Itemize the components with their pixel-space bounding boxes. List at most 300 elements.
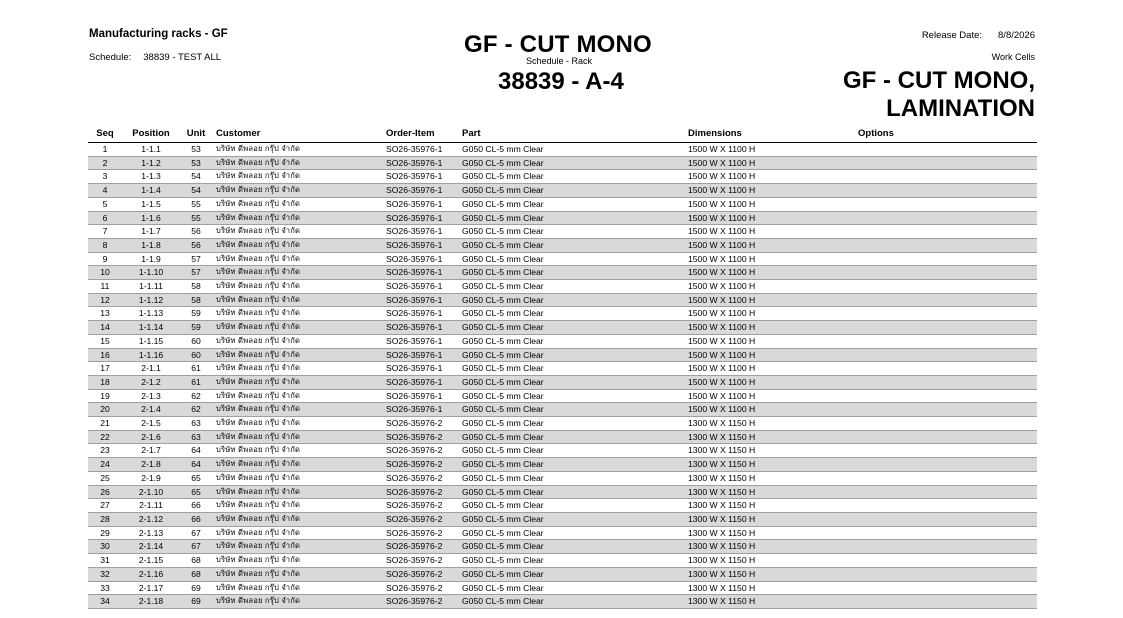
options-cell [858,225,1037,239]
seq-cell: 19 [88,389,122,403]
options-cell [858,307,1037,321]
customer-cell: บริษัท ดีพลอย กรุ๊ป จำกัด [212,266,386,280]
dimensions-cell: 1500 W X 1100 H [688,143,858,157]
table-row [88,156,1037,170]
table-row [88,485,1037,499]
customer-cell: บริษัท ดีพลอย กรุ๊ป จำกัด [212,567,386,581]
seq-cell: 14 [88,321,122,335]
col-header-order-item: Order-Item [386,126,462,143]
col-header-seq: Seq [88,126,122,143]
part-cell: G050 CL-5 mm Clear [462,458,688,472]
unit-cell: 60 [180,348,212,362]
customer-cell: บริษัท ดีพลอย กรุ๊ป จำกัด [212,238,386,252]
part-cell: G050 CL-5 mm Clear [462,526,688,540]
part-cell: G050 CL-5 mm Clear [462,211,688,225]
customer-cell: บริษัท ดีพลอย กรุ๊ป จำกัด [212,362,386,376]
dimensions-cell: 1500 W X 1100 H [688,280,858,294]
dimensions-cell: 1300 W X 1150 H [688,567,858,581]
seq-cell: 4 [88,184,122,198]
table-row [88,567,1037,581]
position-cell: 2-1.5 [122,417,180,431]
part-cell: G050 CL-5 mm Clear [462,471,688,485]
unit-cell: 63 [180,417,212,431]
col-header-dimensions: Dimensions [688,126,858,143]
dimensions-cell: 1300 W X 1150 H [688,554,858,568]
seq-cell: 15 [88,334,122,348]
position-cell: 1-1.8 [122,238,180,252]
customer-cell: บริษัท ดีพลอย กรุ๊ป จำกัด [212,307,386,321]
part-cell: G050 CL-5 mm Clear [462,225,688,239]
options-cell [858,417,1037,431]
order-item-cell: SO26-35976-1 [386,156,462,170]
customer-cell: บริษัท ดีพลอย กรุ๊ป จำกัด [212,197,386,211]
options-cell [858,184,1037,198]
schedule-rack-label: Schedule - Rack [526,56,593,66]
position-cell: 2-1.15 [122,554,180,568]
seq-cell: 2 [88,156,122,170]
order-item-cell: SO26-35976-1 [386,225,462,239]
dimensions-cell: 1300 W X 1150 H [688,512,858,526]
position-cell: 1-1.7 [122,225,180,239]
options-cell [858,375,1037,389]
options-cell [858,197,1037,211]
options-cell [858,252,1037,266]
part-cell: G050 CL-5 mm Clear [462,143,688,157]
part-cell: G050 CL-5 mm Clear [462,156,688,170]
order-item-cell: SO26-35976-2 [386,471,462,485]
options-cell [858,238,1037,252]
table-row [88,197,1037,211]
dimensions-cell: 1300 W X 1150 H [688,581,858,595]
options-cell [858,362,1037,376]
seq-cell: 26 [88,485,122,499]
customer-cell: บริษัท ดีพลอย กรุ๊ป จำกัด [212,389,386,403]
dimensions-cell: 1300 W X 1150 H [688,444,858,458]
unit-cell: 65 [180,485,212,499]
col-header-unit: Unit [180,126,212,143]
dimensions-cell: 1500 W X 1100 H [688,307,858,321]
order-item-cell: SO26-35976-2 [386,540,462,554]
customer-cell: บริษัท ดีพลอย กรุ๊ป จำกัด [212,156,386,170]
dimensions-cell: 1500 W X 1100 H [688,375,858,389]
options-cell [858,170,1037,184]
table-row [88,512,1037,526]
dimensions-cell: 1300 W X 1150 H [688,458,858,472]
order-item-cell: SO26-35976-2 [386,567,462,581]
unit-cell: 53 [180,143,212,157]
table-row [88,595,1037,609]
table-row [88,348,1037,362]
options-cell [858,266,1037,280]
options-cell [858,403,1037,417]
options-cell [858,567,1037,581]
part-cell: G050 CL-5 mm Clear [462,307,688,321]
dimensions-cell: 1500 W X 1100 H [688,266,858,280]
table-row [88,403,1037,417]
unit-cell: 64 [180,458,212,472]
order-item-cell: SO26-35976-1 [386,184,462,198]
dimensions-cell: 1500 W X 1100 H [688,252,858,266]
part-cell: G050 CL-5 mm Clear [462,554,688,568]
order-item-cell: SO26-35976-1 [386,334,462,348]
customer-cell: บริษัท ดีพลอย กรุ๊ป จำกัด [212,417,386,431]
dimensions-cell: 1300 W X 1150 H [688,471,858,485]
table-row [88,389,1037,403]
table-row [88,554,1037,568]
dimensions-cell: 1500 W X 1100 H [688,170,858,184]
dimensions-cell: 1500 W X 1100 H [688,362,858,376]
unit-cell: 69 [180,595,212,609]
part-cell: G050 CL-5 mm Clear [462,499,688,513]
work-cells-value: GF - CUT MONO, LAMINATION [843,67,1035,122]
position-cell: 2-1.3 [122,389,180,403]
position-cell: 2-1.12 [122,512,180,526]
customer-cell: บริษัท ดีพลอย กรุ๊ป จำกัด [212,211,386,225]
rack-number: 38839 - A-4 [498,68,624,95]
order-item-cell: SO26-35976-1 [386,375,462,389]
position-cell: 2-1.16 [122,567,180,581]
seq-cell: 16 [88,348,122,362]
part-cell: G050 CL-5 mm Clear [462,266,688,280]
customer-cell: บริษัท ดีพลอย กรุ๊ป จำกัด [212,403,386,417]
table-row [88,471,1037,485]
position-cell: 1-1.14 [122,321,180,335]
part-cell: G050 CL-5 mm Clear [462,252,688,266]
part-cell: G050 CL-5 mm Clear [462,417,688,431]
position-cell: 1-1.10 [122,266,180,280]
order-item-cell: SO26-35976-2 [386,485,462,499]
release-date-line [922,30,1035,41]
unit-cell: 68 [180,554,212,568]
table-row [88,170,1037,184]
seq-cell: 31 [88,554,122,568]
table-row [88,143,1037,157]
dimensions-cell: 1300 W X 1150 H [688,430,858,444]
customer-cell: บริษัท ดีพลอย กรุ๊ป จำกัด [212,526,386,540]
seq-cell: 5 [88,197,122,211]
order-item-cell: SO26-35976-2 [386,595,462,609]
col-header-customer: Customer [212,126,386,143]
customer-cell: บริษัท ดีพลอย กรุ๊ป จำกัด [212,512,386,526]
dimensions-cell: 1500 W X 1100 H [688,184,858,198]
seq-cell: 34 [88,595,122,609]
dimensions-cell: 1500 W X 1100 H [688,156,858,170]
options-cell [858,430,1037,444]
position-cell: 2-1.7 [122,444,180,458]
table-row [88,280,1037,294]
position-cell: 2-1.14 [122,540,180,554]
customer-cell: บริษัท ดีพลอย กรุ๊ป จำกัด [212,225,386,239]
customer-cell: บริษัท ดีพลอย กรุ๊ป จำกัด [212,170,386,184]
part-cell: G050 CL-5 mm Clear [462,362,688,376]
part-cell: G050 CL-5 mm Clear [462,581,688,595]
table-row [88,581,1037,595]
position-cell: 1-1.12 [122,293,180,307]
seq-cell: 27 [88,499,122,513]
table-row [88,238,1037,252]
customer-cell: บริษัท ดีพลอย กรุ๊ป จำกัด [212,458,386,472]
part-cell: G050 CL-5 mm Clear [462,403,688,417]
seq-cell: 29 [88,526,122,540]
seq-cell: 13 [88,307,122,321]
part-cell: G050 CL-5 mm Clear [462,348,688,362]
dimensions-cell: 1500 W X 1100 H [688,293,858,307]
unit-cell: 67 [180,540,212,554]
order-item-cell: SO26-35976-1 [386,293,462,307]
customer-cell: บริษัท ดีพลอย กรุ๊ป จำกัด [212,252,386,266]
position-cell: 2-1.1 [122,362,180,376]
options-cell [858,595,1037,609]
options-cell [858,334,1037,348]
order-item-cell: SO26-35976-2 [386,554,462,568]
customer-cell: บริษัท ดีพลอย กรุ๊ป จำกัด [212,540,386,554]
seq-cell: 6 [88,211,122,225]
dimensions-cell: 1500 W X 1100 H [688,225,858,239]
options-cell [858,389,1037,403]
options-cell [858,512,1037,526]
schedule-line [89,52,221,63]
unit-cell: 57 [180,252,212,266]
seq-cell: 28 [88,512,122,526]
col-header-options: Options [858,126,1037,143]
order-item-cell: SO26-35976-2 [386,458,462,472]
customer-cell: บริษัท ดีพลอย กรุ๊ป จำกัด [212,334,386,348]
options-cell [858,581,1037,595]
seq-cell: 21 [88,417,122,431]
order-item-cell: SO26-35976-1 [386,211,462,225]
order-item-cell: SO26-35976-1 [386,143,462,157]
work-cells-label: Work Cells [991,52,1035,62]
customer-cell: บริษัท ดีพลอย กรุ๊ป จำกัด [212,430,386,444]
seq-cell: 1 [88,143,122,157]
part-cell: G050 CL-5 mm Clear [462,389,688,403]
seq-cell: 11 [88,280,122,294]
position-cell: 2-1.6 [122,430,180,444]
unit-cell: 54 [180,170,212,184]
position-cell: 1-1.3 [122,170,180,184]
table-row [88,430,1037,444]
table-row [88,293,1037,307]
customer-cell: บริษัท ดีพลอย กรุ๊ป จำกัด [212,321,386,335]
unit-cell: 55 [180,211,212,225]
part-cell: G050 CL-5 mm Clear [462,321,688,335]
table-row [88,307,1037,321]
order-item-cell: SO26-35976-2 [386,499,462,513]
schedule-value: 38839 - TEST ALL [143,52,222,63]
options-cell [858,458,1037,472]
position-cell: 2-1.8 [122,458,180,472]
part-cell: G050 CL-5 mm Clear [462,293,688,307]
part-cell: G050 CL-5 mm Clear [462,430,688,444]
unit-cell: 66 [180,499,212,513]
order-item-cell: SO26-35976-1 [386,252,462,266]
unit-cell: 59 [180,321,212,335]
options-cell [858,156,1037,170]
position-cell: 2-1.13 [122,526,180,540]
report-title: Manufacturing racks - GF [89,28,228,40]
customer-cell: บริษัท ดีพลอย กรุ๊ป จำกัด [212,595,386,609]
position-cell: 1-1.2 [122,156,180,170]
unit-cell: 56 [180,225,212,239]
table-header-row [88,126,1037,143]
options-cell [858,211,1037,225]
order-item-cell: SO26-35976-1 [386,389,462,403]
table-row [88,252,1037,266]
part-cell: G050 CL-5 mm Clear [462,280,688,294]
seq-cell: 33 [88,581,122,595]
part-cell: G050 CL-5 mm Clear [462,540,688,554]
order-item-cell: SO26-35976-2 [386,526,462,540]
customer-cell: บริษัท ดีพลอย กรุ๊ป จำกัด [212,554,386,568]
part-cell: G050 CL-5 mm Clear [462,485,688,499]
release-date-label: Release Date: [921,30,983,41]
unit-cell: 64 [180,444,212,458]
unit-cell: 55 [180,197,212,211]
customer-cell: บริษัท ดีพลอย กรุ๊ป จำกัด [212,444,386,458]
dimensions-cell: 1500 W X 1100 H [688,389,858,403]
order-item-cell: SO26-35976-2 [386,430,462,444]
options-cell [858,293,1037,307]
unit-cell: 65 [180,471,212,485]
unit-cell: 63 [180,430,212,444]
col-header-position: Position [122,126,180,143]
table-row [88,321,1037,335]
options-cell [858,348,1037,362]
unit-cell: 59 [180,307,212,321]
part-cell: G050 CL-5 mm Clear [462,444,688,458]
dimensions-cell: 1500 W X 1100 H [688,403,858,417]
part-cell: G050 CL-5 mm Clear [462,197,688,211]
customer-cell: บริษัท ดีพลอย กรุ๊ป จำกัด [212,375,386,389]
position-cell: 1-1.16 [122,348,180,362]
table-row [88,375,1037,389]
position-cell: 2-1.18 [122,595,180,609]
dimensions-cell: 1500 W X 1100 H [688,211,858,225]
position-cell: 1-1.5 [122,197,180,211]
table-row [88,184,1037,198]
options-cell [858,280,1037,294]
table-row [88,362,1037,376]
customer-cell: บริษัท ดีพลอย กรุ๊ป จำกัด [212,581,386,595]
dimensions-cell: 1500 W X 1100 H [688,334,858,348]
dimensions-cell: 1500 W X 1100 H [688,348,858,362]
rack-table [88,126,1037,609]
seq-cell: 3 [88,170,122,184]
order-item-cell: SO26-35976-1 [386,307,462,321]
part-cell: G050 CL-5 mm Clear [462,595,688,609]
order-item-cell: SO26-35976-2 [386,417,462,431]
options-cell [858,471,1037,485]
customer-cell: บริษัท ดีพลอย กรุ๊ป จำกัด [212,293,386,307]
dimensions-cell: 1500 W X 1100 H [688,321,858,335]
position-cell: 2-1.4 [122,403,180,417]
table-row [88,458,1037,472]
order-item-cell: SO26-35976-2 [386,512,462,526]
customer-cell: บริษัท ดีพลอย กรุ๊ป จำกัด [212,280,386,294]
unit-cell: 58 [180,293,212,307]
position-cell: 2-1.2 [122,375,180,389]
order-item-cell: SO26-35976-1 [386,348,462,362]
order-item-cell: SO26-35976-1 [386,238,462,252]
unit-cell: 62 [180,389,212,403]
seq-cell: 18 [88,375,122,389]
dimensions-cell: 1300 W X 1150 H [688,540,858,554]
order-item-cell: SO26-35976-1 [386,197,462,211]
part-cell: G050 CL-5 mm Clear [462,567,688,581]
customer-cell: บริษัท ดีพลอย กรุ๊ป จำกัด [212,499,386,513]
unit-cell: 56 [180,238,212,252]
dimensions-cell: 1300 W X 1150 H [688,499,858,513]
unit-cell: 67 [180,526,212,540]
table-row [88,499,1037,513]
col-header-part: Part [462,126,688,143]
customer-cell: บริษัท ดีพลอย กรุ๊ป จำกัด [212,485,386,499]
unit-cell: 61 [180,362,212,376]
table-row [88,211,1037,225]
customer-cell: บริษัท ดีพลอย กรุ๊ป จำกัด [212,143,386,157]
dimensions-cell: 1300 W X 1150 H [688,485,858,499]
unit-cell: 62 [180,403,212,417]
part-cell: G050 CL-5 mm Clear [462,238,688,252]
customer-cell: บริษัท ดีพลอย กรุ๊ป จำกัด [212,348,386,362]
position-cell: 2-1.10 [122,485,180,499]
dimensions-cell: 1500 W X 1100 H [688,238,858,252]
part-cell: G050 CL-5 mm Clear [462,512,688,526]
unit-cell: 60 [180,334,212,348]
table-row [88,266,1037,280]
order-item-cell: SO26-35976-2 [386,444,462,458]
unit-cell: 68 [180,567,212,581]
unit-cell: 54 [180,184,212,198]
seq-cell: 12 [88,293,122,307]
seq-cell: 17 [88,362,122,376]
options-cell [858,540,1037,554]
order-item-cell: SO26-35976-1 [386,321,462,335]
seq-cell: 30 [88,540,122,554]
part-cell: G050 CL-5 mm Clear [462,170,688,184]
schedule-label: Schedule: [89,52,132,63]
unit-cell: 53 [180,156,212,170]
unit-cell: 66 [180,512,212,526]
position-cell: 1-1.13 [122,307,180,321]
seq-cell: 10 [88,266,122,280]
options-cell [858,444,1037,458]
dimensions-cell: 1300 W X 1150 H [688,417,858,431]
dimensions-cell: 1300 W X 1150 H [688,595,858,609]
order-item-cell: SO26-35976-1 [386,266,462,280]
work-cell-heading: GF - CUT MONO [464,31,652,58]
options-cell [858,143,1037,157]
unit-cell: 61 [180,375,212,389]
table-row [88,540,1037,554]
options-cell [858,554,1037,568]
seq-cell: 8 [88,238,122,252]
options-cell [858,499,1037,513]
order-item-cell: SO26-35976-1 [386,362,462,376]
seq-cell: 9 [88,252,122,266]
table-row [88,444,1037,458]
seq-cell: 7 [88,225,122,239]
table-row [88,417,1037,431]
position-cell: 1-1.15 [122,334,180,348]
table-row [88,225,1037,239]
position-cell: 1-1.9 [122,252,180,266]
position-cell: 1-1.1 [122,143,180,157]
order-item-cell: SO26-35976-1 [386,403,462,417]
table-row [88,526,1037,540]
part-cell: G050 CL-5 mm Clear [462,375,688,389]
part-cell: G050 CL-5 mm Clear [462,334,688,348]
